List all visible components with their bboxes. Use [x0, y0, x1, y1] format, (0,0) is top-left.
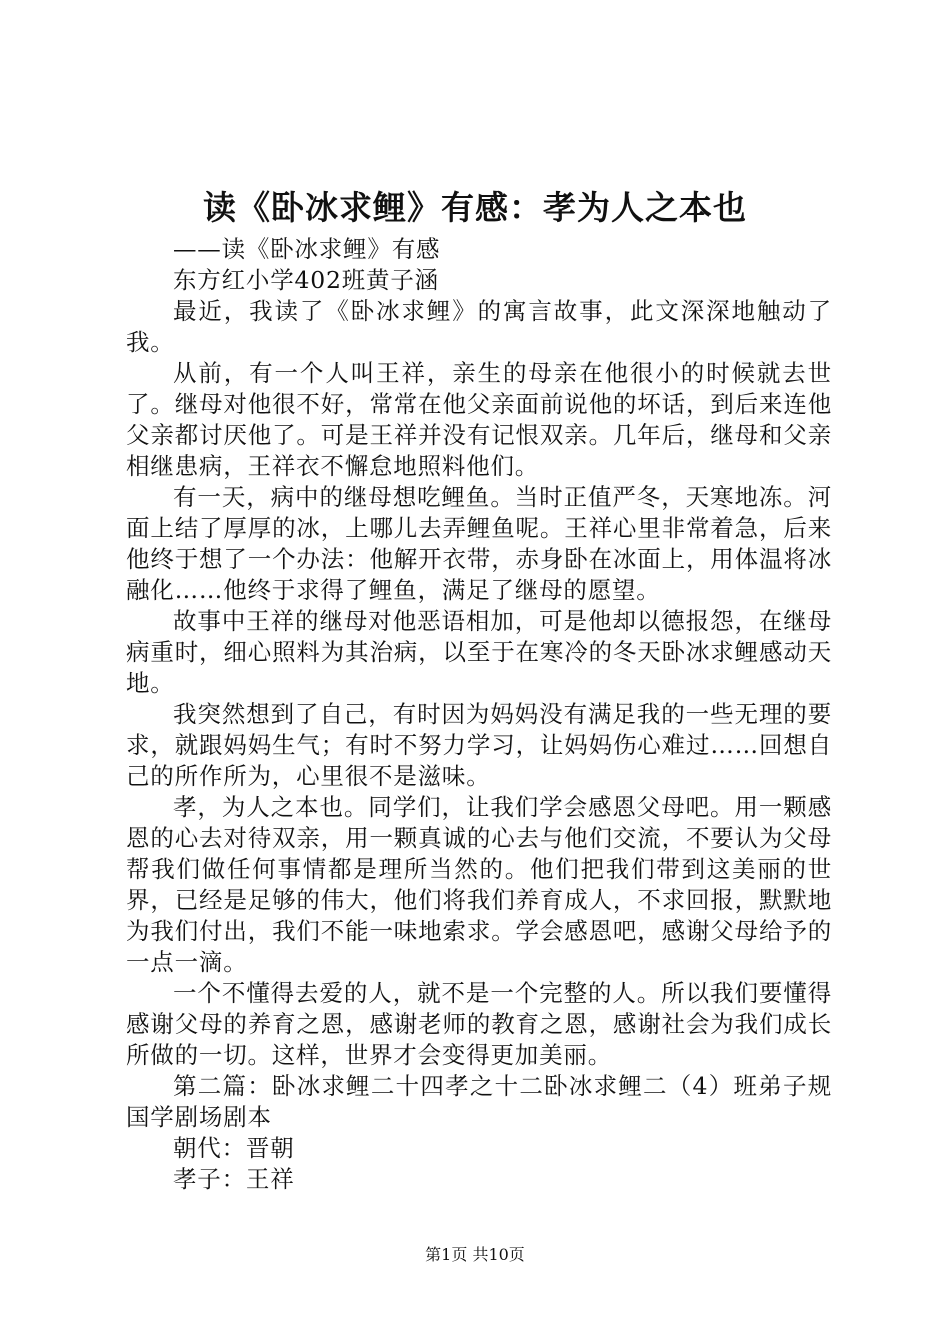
- paragraph: 孝，为人之本也。同学们，让我们学会感恩父母吧。用一颗感恩的心去对待双亲，用一颗真诚的心去与他们交流，不要认为父母帮我们做任何事情都是理所当然的。他们把我们带到这美丽的世界，已经是足够的伟大，他们将我们养育成人，不求回报，默默地为我们付出，我们不能一味地索求。学会感恩吧，感谢父母给予的一点一滴。: [126, 793, 832, 976]
- document-title: 读《卧冰求鲤》有感：孝为人之本也: [203, 188, 747, 227]
- paragraph: 故事中王祥的继母对他恶语相加，可是他却以德报怨，在继母病重时，细心照料为其治病，以至于在寒冷的冬天卧冰求鲤感动天地。: [126, 607, 832, 697]
- dynasty-line: 朝代：晋朝: [173, 1134, 295, 1162]
- paragraph: 从前，有一个人叫王祥，亲生的母亲在他很小的时候就去世了。继母对他很不好，常常在他父亲面前说他的坏话，到后来连他父亲都讨厌他了。可是王祥并没有记恨双亲。几年后，继母和父亲相继患病，王祥衣不懈怠地照料他们。: [126, 359, 832, 480]
- paragraph: 我突然想到了自己，有时因为妈妈没有满足我的一些无理的要求，就跟妈妈生气；有时不努力学习，让妈妈伤心难过……回想自己的所作所为，心里很不是滋味。: [126, 700, 832, 790]
- paragraph: 一个不懂得去爱的人，就不是一个完整的人。所以我们要懂得感谢父母的养育之恩，感谢老师的教育之恩，感谢社会为我们成长所做的一切。这样，世界才会变得更加美丽。: [126, 979, 832, 1069]
- paragraph: 有一天，病中的继母想吃鲤鱼。当时正值严冬，天寒地冻。河面上结了厚厚的冰，上哪儿去弄鲤鱼呢。王祥心里非常着急，后来他终于想了一个办法：他解开衣带，赤身卧在冰面上，用体温将冰融化……他终于求得了鲤鱼，满足了继母的愿望。: [126, 483, 832, 604]
- paragraph: 最近，我读了《卧冰求鲤》的寓言故事，此文深深地触动了我。: [126, 297, 832, 356]
- author-line: 东方红小学402班黄子涵: [173, 266, 439, 294]
- subtitle-line: ——读《卧冰求鲤》有感: [173, 235, 441, 263]
- document-body: [126, 234, 832, 1195]
- section-heading: 第二篇：卧冰求鲤二十四孝之十二卧冰求鲤二（4）班弟子规国学剧场剧本: [126, 1072, 832, 1131]
- page-footer: 第1页 共10页: [425, 1245, 525, 1264]
- filial-son-line: 孝子：王祥: [173, 1165, 295, 1193]
